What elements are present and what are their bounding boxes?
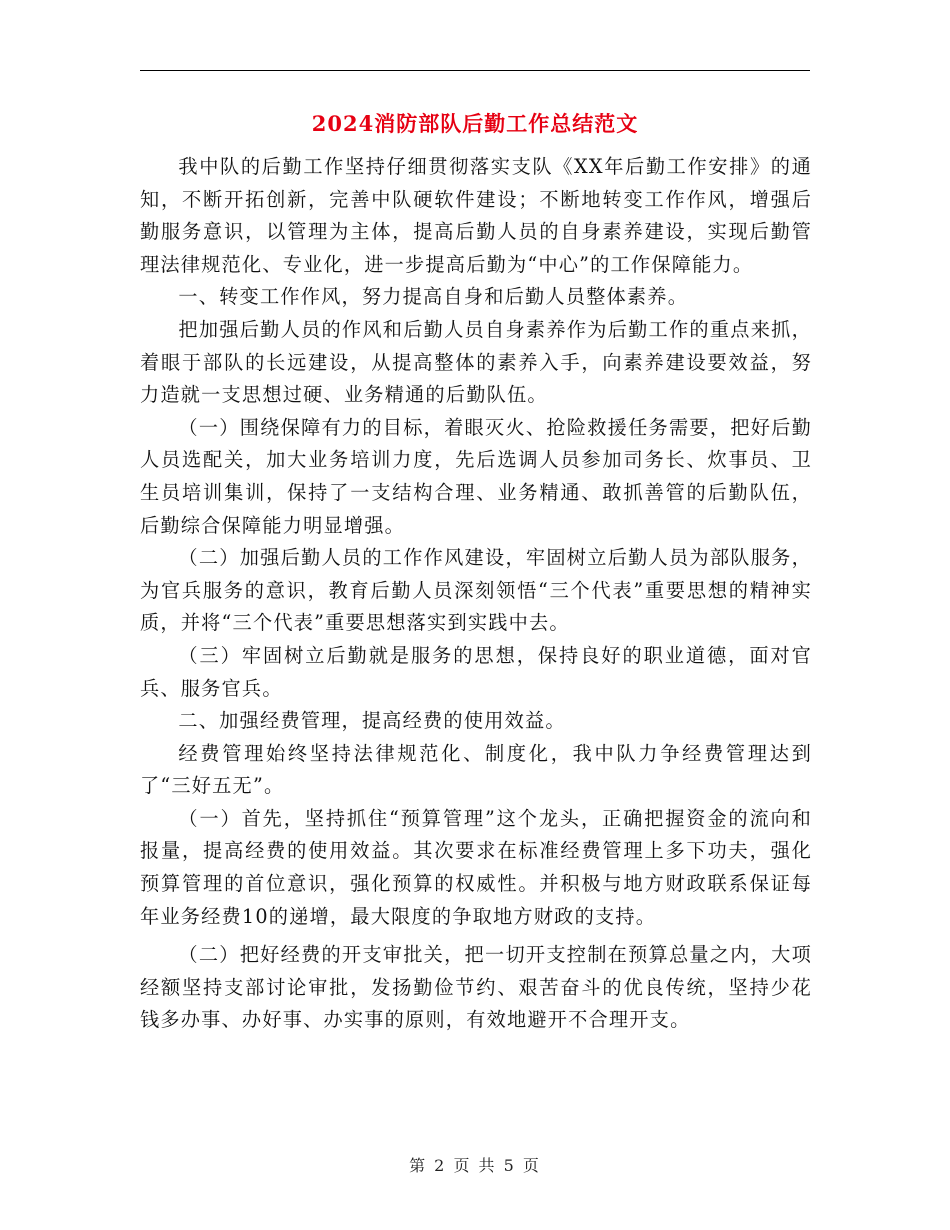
document-body <box>140 151 812 1037</box>
section-heading-1: 一、转变工作作风，努力提高自身和后勤人员整体素养。 <box>178 285 689 309</box>
paragraph-2-2: （二）把好经费的开支审批关，把一切开支控制在预算总量之内，大项经额坚持支部讨论审批，发扬勤俭节约、艰苦奋斗的优良传统，坚持少花钱多办事、办好事、办实事的原则，有效地避开不合理开支。 <box>140 943 812 1032</box>
paragraph-1: 把加强后勤人员的作风和后勤人员自身素养作为后勤工作的重点来抓，着眼于部队的长远建设，从提高整体的素养入手，向素养建设要效益，努力造就一支思想过硬、业务精通的后勤队伍。 <box>140 317 812 407</box>
paragraph-1-3: （三）牢固树立后勤就是服务的思想，保持良好的职业道德，面对官兵、服务官兵。 <box>140 643 812 700</box>
section-heading-2: 二、加强经费管理，提高经费的使用效益。 <box>178 709 566 733</box>
paragraph-intro: 我中队的后勤工作坚持仔细贯彻落实支队《XX年后勤工作安排》的通知，不断开拓创新，完善中队硬软件建设；不断地转变工作作风，增强后勤服务意识，以管理为主体，提高后勤人员的自身素养建设，实现后勤管理法律规范化、专业化，进一步提高后勤为“中心”的工作保障能力。 <box>140 155 812 276</box>
page-number: 第 2 页 共 5 页 <box>409 1156 541 1175</box>
paragraph-2-1: （一）首先，坚持抓住“预算管理”这个龙头，正确把握资金的流向和报量，提高经费的使用效益。其次要求在标准经费管理上多下功夫，强化预算管理的首位意识，强化预算的权威性。并积极与地方财政联系保证每年业务经费10的递增，最大限度的争取地方财政的支持。 <box>140 806 812 928</box>
paragraph-1-1: （一）围绕保障有力的目标，着眼灭火、抢险救援任务需要，把好后勤人员选配关，加大业务培训力度，先后选调人员参加司务长、炊事员、卫生员培训集训，保持了一支结构合理、业务精通、敢抓善管的后勤队伍，后勤综合保障能力明显增强。 <box>140 415 812 537</box>
paragraph-1-2: （二）加强后勤人员的工作作风建设，牢固树立后勤人员为部队服务，为官兵服务的意识，教育后勤人员深刻领悟“三个代表”重要思想的精神实质，并将“三个代表”重要思想落实到实践中去。 <box>140 546 812 635</box>
header-rule <box>140 70 810 71</box>
paragraph-2: 经费管理始终坚持法律规范化、制度化，我中队力争经费管理达到了“三好五无”。 <box>140 741 812 798</box>
document-title: 2024消防部队后勤工作总结范文 <box>311 111 639 136</box>
